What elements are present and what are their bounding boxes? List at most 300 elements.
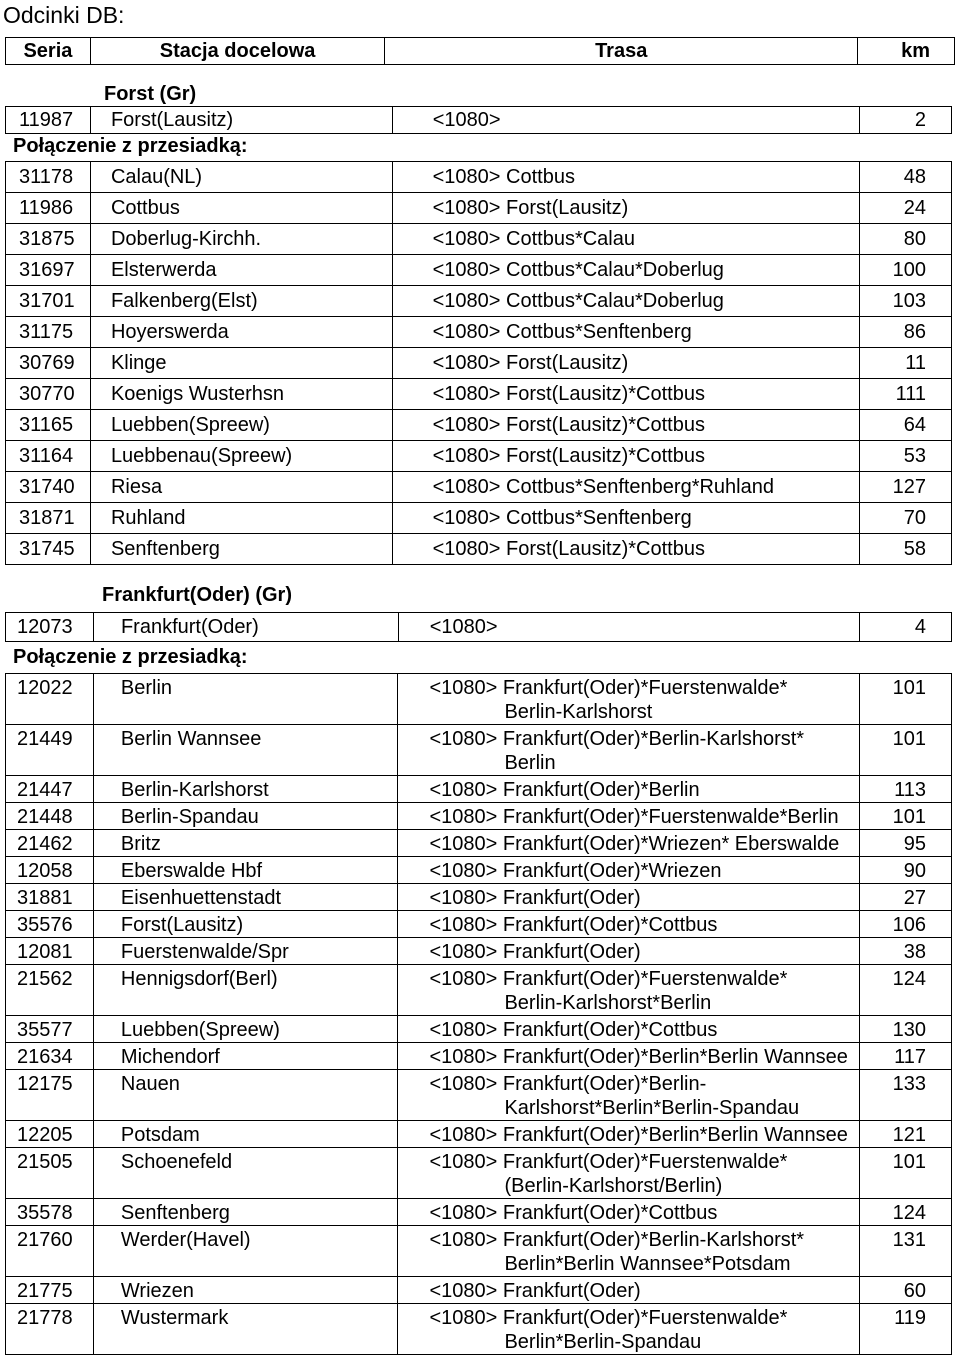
stacja-cell [90, 348, 392, 379]
stacja-cell-text: Werder(Havel) [120, 1229, 251, 1251]
stacja-cell [93, 857, 398, 884]
stacja-cell-text: Luebben(Spreew) [120, 1019, 280, 1041]
seria-cell [6, 107, 91, 134]
stacja-cell-text: Berlin [120, 677, 173, 699]
trasa-cell [398, 725, 860, 776]
transfer-table-frankfurt [5, 673, 952, 1355]
seria-cell-text: 21462 [17, 833, 73, 855]
direct-rows [6, 613, 952, 642]
trasa-cell [398, 1199, 860, 1226]
km-cell-text: 24 [903, 197, 926, 219]
seria-cell-text: 31871 [19, 507, 75, 529]
table-row [6, 884, 952, 911]
table-row [6, 1121, 952, 1148]
trasa-cell-text: <1080> Forst(Lausitz)*Cottbus [432, 414, 705, 436]
stacja-cell-text: Koenigs Wusterhsn [110, 383, 284, 405]
stacja-cell-text: Nauen [120, 1073, 180, 1095]
seria-cell [6, 725, 94, 776]
trasa-cell-text: <1080> Frankfurt(Oder)*Fuerstenwalde* [429, 1151, 788, 1173]
column-header-table [5, 37, 955, 65]
trasa-cell-text: <1080> Frankfurt(Oder)*Wriezen [429, 860, 722, 882]
transfer-label-frankfurt: Połączenie z przesiadką: [13, 646, 248, 668]
stacja-cell-text: Luebbenau(Spreew) [110, 445, 293, 467]
km-cell-text: 111 [895, 383, 926, 405]
trasa-cell-text: <1080> Frankfurt(Oder) [429, 887, 641, 909]
trasa-cell [392, 255, 859, 286]
km-cell-text: 86 [903, 321, 926, 343]
km-cell-text: 133 [892, 1073, 926, 1095]
trasa-cell-text: <1080> Frankfurt(Oder)*Berlin*Berlin Wannsee [429, 1046, 848, 1068]
table-row [6, 162, 952, 193]
stacja-cell [93, 674, 398, 725]
km-cell-text: 131 [892, 1229, 926, 1251]
trasa-cell-text: <1080> Frankfurt(Oder)*Berlin [429, 779, 700, 801]
page-title: Odcinki DB: [3, 2, 125, 28]
km-cell [860, 1016, 952, 1043]
seria-cell-text: 31875 [19, 228, 75, 250]
seria-cell-text: 35576 [17, 914, 73, 936]
seria-cell-text: 30770 [19, 383, 75, 405]
trasa-cell [392, 224, 859, 255]
trasa-cell-text: <1080> Frankfurt(Oder)*Fuerstenwalde* [429, 1307, 788, 1329]
stacja-cell [93, 938, 398, 965]
km-cell [860, 472, 952, 503]
trasa-cell-text: <1080> Cottbus*Calau*Doberlug [432, 259, 724, 281]
direct-rows [6, 107, 952, 134]
stacja-cell [90, 472, 392, 503]
seria-cell [6, 613, 94, 642]
trasa-cell-text: <1080> Frankfurt(Oder)*Fuerstenwalde*Berlin [429, 806, 839, 828]
seria-cell [6, 317, 91, 348]
km-cell [860, 803, 952, 830]
km-cell [860, 348, 952, 379]
km-cell [860, 674, 952, 725]
stacja-cell-text: Riesa [110, 476, 163, 498]
trasa-cell-text: <1080> Cottbus*Senftenberg [432, 507, 692, 529]
km-cell-text: 48 [903, 166, 926, 188]
trasa-cell-text: <1080> Cottbus [432, 166, 575, 188]
trasa-continuation-text: Berlin-Karlshorst [504, 701, 653, 723]
seria-cell [6, 938, 94, 965]
trasa-cell [398, 1016, 860, 1043]
km-cell-text: 95 [903, 833, 926, 855]
km-cell-text: 106 [892, 914, 926, 936]
trasa-cell-text: <1080> Frankfurt(Oder) [429, 941, 641, 963]
trasa-continuation-text: Berlin*Berlin-Spandau [504, 1331, 702, 1353]
km-cell [860, 1277, 952, 1304]
seria-cell [6, 911, 94, 938]
trasa-cell [398, 803, 860, 830]
trasa-cell [398, 1043, 860, 1070]
trasa-continuation-text: Berlin*Berlin Wannsee*Potsdam [504, 1253, 791, 1275]
trasa-cell [392, 162, 859, 193]
trasa-cell [392, 534, 859, 565]
table-row [6, 441, 952, 472]
seria-cell [6, 965, 94, 1016]
seria-cell [6, 379, 91, 410]
trasa-cell [392, 317, 859, 348]
seria-cell-text: 21449 [17, 728, 73, 750]
km-cell-text: 103 [892, 290, 926, 312]
trasa-cell-text: <1080> Cottbus*Senftenberg [432, 321, 692, 343]
trasa-cell [398, 1070, 860, 1121]
trasa-cell [398, 1148, 860, 1199]
km-cell [860, 884, 952, 911]
transfer-table-forst [5, 161, 952, 565]
km-cell-text: 11 [905, 352, 926, 374]
stacja-cell [90, 107, 392, 134]
stacja-cell [90, 441, 392, 472]
stacja-cell [90, 379, 392, 410]
column-header-trasa: Trasa [385, 38, 858, 65]
km-cell [860, 1070, 952, 1121]
km-cell [860, 1148, 952, 1199]
km-cell-text: 64 [903, 414, 926, 436]
trasa-cell [398, 776, 860, 803]
km-cell [860, 286, 952, 317]
stacja-cell [93, 911, 398, 938]
seria-cell [6, 162, 91, 193]
trasa-cell [398, 911, 860, 938]
stacja-cell-text: Schoenefeld [120, 1151, 233, 1173]
trasa-continuation-text: (Berlin-Karlshorst/Berlin) [504, 1175, 723, 1197]
stacja-cell [93, 1148, 398, 1199]
table-row [6, 379, 952, 410]
trasa-cell-text: <1080> Frankfurt(Oder)*Cottbus [429, 1202, 718, 1224]
trasa-cell [398, 965, 860, 1016]
km-cell [860, 441, 952, 472]
table-row [6, 534, 952, 565]
stacja-cell-text: Forst(Lausitz) [120, 914, 244, 936]
table-row [6, 1199, 952, 1226]
stacja-cell-text: Wustermark [120, 1307, 229, 1329]
stacja-cell-text: Michendorf [120, 1046, 220, 1068]
table-row [6, 674, 952, 725]
direct-table-forst [5, 106, 952, 134]
table-row [6, 1226, 952, 1277]
km-cell [860, 965, 952, 1016]
km-cell [860, 1226, 952, 1277]
table-row [6, 1016, 952, 1043]
stacja-cell [93, 1121, 398, 1148]
seria-cell [6, 441, 91, 472]
stacja-cell [93, 1070, 398, 1121]
trasa-cell-text: <1080> Cottbus*Calau [432, 228, 635, 250]
km-cell [860, 503, 952, 534]
trasa-cell-text: <1080> Cottbus*Senftenberg*Ruhland [432, 476, 774, 498]
seria-cell [6, 534, 91, 565]
seria-cell [6, 410, 91, 441]
seria-cell-text: 30769 [19, 352, 75, 374]
seria-cell [6, 1016, 94, 1043]
seria-cell-text: 11987 [19, 109, 74, 131]
trasa-cell [398, 938, 860, 965]
stacja-cell-text: Eisenhuettenstadt [120, 887, 282, 909]
stacja-cell-text: Hennigsdorf(Berl) [120, 968, 278, 990]
seria-cell-text: 12073 [17, 616, 73, 638]
table-row [6, 193, 952, 224]
seria-cell [6, 857, 94, 884]
seria-cell-text: 35577 [17, 1019, 73, 1041]
stacja-cell-text: Potsdam [120, 1124, 200, 1146]
seria-cell-text: 31881 [17, 887, 73, 909]
table-row [6, 255, 952, 286]
km-cell [860, 162, 952, 193]
km-cell [860, 1121, 952, 1148]
seria-cell-text: 35578 [17, 1202, 73, 1224]
table-row [6, 776, 952, 803]
km-cell [860, 830, 952, 857]
trasa-cell-text: <1080> Frankfurt(Oder) [429, 1280, 641, 1302]
column-header-km: km [858, 38, 955, 65]
trasa-cell [392, 379, 859, 410]
stacja-cell-text: Elsterwerda [110, 259, 217, 281]
trasa-cell-text: <1080> Cottbus*Calau*Doberlug [432, 290, 724, 312]
seria-cell [6, 255, 91, 286]
km-cell [860, 107, 952, 134]
column-header-seria: Seria [6, 38, 91, 65]
stacja-cell-text: Ruhland [110, 507, 186, 529]
trasa-cell [392, 503, 859, 534]
trasa-continuation-text: Berlin-Karlshorst*Berlin [504, 992, 712, 1014]
seria-cell-text: 31165 [19, 414, 74, 436]
trasa-continuation-text: Berlin [504, 752, 556, 774]
trasa-cell-text: <1080> Frankfurt(Oder)*Berlin-Karlshorst* [429, 1229, 805, 1251]
stacja-cell [93, 884, 398, 911]
trasa-cell-text: <1080> Frankfurt(Oder)*Berlin*Berlin Wannsee [429, 1124, 848, 1146]
stacja-cell-text: Senftenberg [120, 1202, 230, 1224]
seria-cell [6, 1277, 94, 1304]
seria-cell-text: 21634 [17, 1046, 73, 1068]
table-row [6, 1304, 952, 1355]
table-row [6, 410, 952, 441]
km-cell-text: 117 [894, 1046, 926, 1068]
km-cell-text: 101 [892, 677, 926, 699]
seria-cell [6, 503, 91, 534]
seria-cell [6, 1070, 94, 1121]
table-row [6, 348, 952, 379]
trasa-cell [392, 286, 859, 317]
trasa-cell-text: <1080> Forst(Lausitz)*Cottbus [432, 538, 705, 560]
column-header-stacja: Stacja docelowa [90, 38, 384, 65]
stacja-cell-text: Berlin Wannsee [120, 728, 262, 750]
km-cell [860, 379, 952, 410]
transfer-label-forst: Połączenie z przesiadką: [13, 135, 248, 157]
table-row [6, 224, 952, 255]
seria-cell-text: 21562 [17, 968, 73, 990]
seria-cell-text: 12175 [17, 1073, 73, 1095]
seria-cell-text: 31164 [19, 445, 74, 467]
seria-cell [6, 803, 94, 830]
trasa-cell-text: <1080> Forst(Lausitz)*Cottbus [432, 445, 705, 467]
km-cell [860, 410, 952, 441]
section-title-forst: Forst (Gr) [104, 83, 197, 105]
seria-cell [6, 1043, 94, 1070]
km-cell [860, 938, 952, 965]
seria-cell [6, 830, 94, 857]
km-cell [860, 857, 952, 884]
trasa-cell [392, 441, 859, 472]
trasa-cell-text: <1080> [432, 109, 501, 131]
trasa-cell [398, 1121, 860, 1148]
trasa-cell [398, 674, 860, 725]
seria-cell-text: 21505 [17, 1151, 73, 1173]
table-row [6, 725, 952, 776]
stacja-cell [93, 1304, 398, 1355]
trasa-cell [398, 884, 860, 911]
transfer-rows [6, 674, 952, 1355]
km-cell-text: 70 [903, 507, 926, 529]
km-cell [860, 613, 952, 642]
trasa-cell [398, 1304, 860, 1355]
stacja-cell [90, 317, 392, 348]
trasa-cell [392, 107, 859, 134]
table-row [6, 938, 952, 965]
km-cell-text: 27 [903, 887, 926, 909]
km-cell-text: 90 [903, 860, 926, 882]
table-row [6, 857, 952, 884]
seria-cell-text: 31740 [19, 476, 75, 498]
table-row [6, 1070, 952, 1121]
seria-cell [6, 674, 94, 725]
stacja-cell [93, 1016, 398, 1043]
trasa-cell-text: <1080> Forst(Lausitz) [432, 197, 629, 219]
trasa-cell [398, 613, 859, 642]
stacja-cell [93, 830, 398, 857]
km-cell-text: 101 [892, 1151, 926, 1173]
km-cell-text: 101 [892, 728, 926, 750]
km-cell-text: 100 [892, 259, 926, 281]
km-cell [860, 725, 952, 776]
stacja-cell-text: Forst(Lausitz) [110, 109, 234, 131]
section-title-frankfurt: Frankfurt(Oder) (Gr) [102, 584, 292, 606]
stacja-cell-text: Calau(NL) [110, 166, 203, 188]
table-row [6, 503, 952, 534]
trasa-cell [392, 410, 859, 441]
km-cell-text: 119 [894, 1307, 926, 1329]
trasa-cell-text: <1080> [429, 616, 498, 638]
km-cell-text: 2 [914, 109, 926, 131]
seria-cell [6, 1199, 94, 1226]
table-row [6, 911, 952, 938]
trasa-cell-text: <1080> Forst(Lausitz)*Cottbus [432, 383, 705, 405]
table-row [6, 1148, 952, 1199]
km-cell-text: 113 [894, 779, 926, 801]
stacja-cell-text: Cottbus [110, 197, 180, 219]
seria-cell-text: 11986 [19, 197, 74, 219]
stacja-cell [93, 725, 398, 776]
stacja-cell-text: Klinge [110, 352, 167, 374]
seria-cell-text: 21447 [17, 779, 73, 801]
table-row [6, 472, 952, 503]
stacja-cell [90, 162, 392, 193]
seria-cell-text: 21448 [17, 806, 73, 828]
trasa-cell [398, 1277, 860, 1304]
stacja-cell [93, 965, 398, 1016]
stacja-cell-text: Falkenberg(Elst) [110, 290, 258, 312]
stacja-cell-text: Frankfurt(Oder) [120, 616, 259, 638]
trasa-cell-text: <1080> Frankfurt(Oder)*Cottbus [429, 914, 718, 936]
trasa-cell [398, 857, 860, 884]
table-row [6, 317, 952, 348]
seria-cell [6, 1121, 94, 1148]
table-row [6, 803, 952, 830]
seria-cell [6, 1148, 94, 1199]
stacja-cell-text: Fuerstenwalde/Spr [120, 941, 289, 963]
seria-cell-text: 31745 [19, 538, 75, 560]
stacja-cell [93, 1277, 398, 1304]
seria-cell-text: 12081 [17, 941, 73, 963]
km-cell [860, 1043, 952, 1070]
km-cell [860, 1304, 952, 1355]
seria-cell-text: 31175 [19, 321, 74, 343]
seria-cell [6, 286, 91, 317]
seria-cell [6, 1304, 94, 1355]
stacja-cell [93, 1226, 398, 1277]
km-cell [860, 224, 952, 255]
km-cell [860, 255, 952, 286]
stacja-cell [93, 776, 398, 803]
trasa-cell [392, 193, 859, 224]
km-cell-text: 80 [903, 228, 926, 250]
stacja-cell [90, 255, 392, 286]
km-cell [860, 1199, 952, 1226]
km-cell-text: 38 [903, 941, 926, 963]
trasa-cell-text: <1080> Frankfurt(Oder)*Fuerstenwalde* [429, 968, 788, 990]
stacja-cell [90, 410, 392, 441]
stacja-cell-text: Luebben(Spreew) [110, 414, 270, 436]
stacja-cell [93, 1043, 398, 1070]
seria-cell-text: 12022 [17, 677, 73, 699]
km-cell-text: 127 [892, 476, 926, 498]
km-cell-text: 124 [892, 968, 926, 990]
km-cell [860, 534, 952, 565]
stacja-cell-text: Eberswalde Hbf [120, 860, 263, 882]
km-cell [860, 911, 952, 938]
seria-cell-text: 12058 [17, 860, 73, 882]
trasa-continuation-text: Karlshorst*Berlin*Berlin-Spandau [504, 1097, 800, 1119]
stacja-cell-text: Berlin-Karlshorst [120, 779, 269, 801]
seria-cell-text: 31697 [19, 259, 75, 281]
seria-cell [6, 193, 91, 224]
stacja-cell-text: Senftenberg [110, 538, 220, 560]
seria-cell [6, 348, 91, 379]
trasa-cell [398, 830, 860, 857]
trasa-cell-text: <1080> Frankfurt(Oder)*Berlin- [429, 1073, 707, 1095]
km-cell-text: 58 [903, 538, 926, 560]
trasa-cell [398, 1226, 860, 1277]
table-row [6, 613, 952, 642]
trasa-cell [392, 348, 859, 379]
seria-cell-text: 12205 [17, 1124, 73, 1146]
seria-cell-text: 31178 [19, 166, 74, 188]
stacja-cell-text: Wriezen [120, 1280, 194, 1302]
table-row [6, 1277, 952, 1304]
trasa-cell-text: <1080> Frankfurt(Oder)*Berlin-Karlshorst* [429, 728, 805, 750]
table-row [6, 107, 952, 134]
stacja-cell [90, 193, 392, 224]
seria-cell-text: 21775 [17, 1280, 73, 1302]
stacja-cell [93, 613, 398, 642]
stacja-cell-text: Berlin-Spandau [120, 806, 259, 828]
seria-cell [6, 1226, 94, 1277]
km-cell-text: 101 [892, 806, 926, 828]
seria-cell-text: 21778 [17, 1307, 73, 1329]
seria-cell [6, 884, 94, 911]
km-cell [860, 317, 952, 348]
km-cell-text: 53 [903, 445, 926, 467]
stacja-cell [90, 224, 392, 255]
